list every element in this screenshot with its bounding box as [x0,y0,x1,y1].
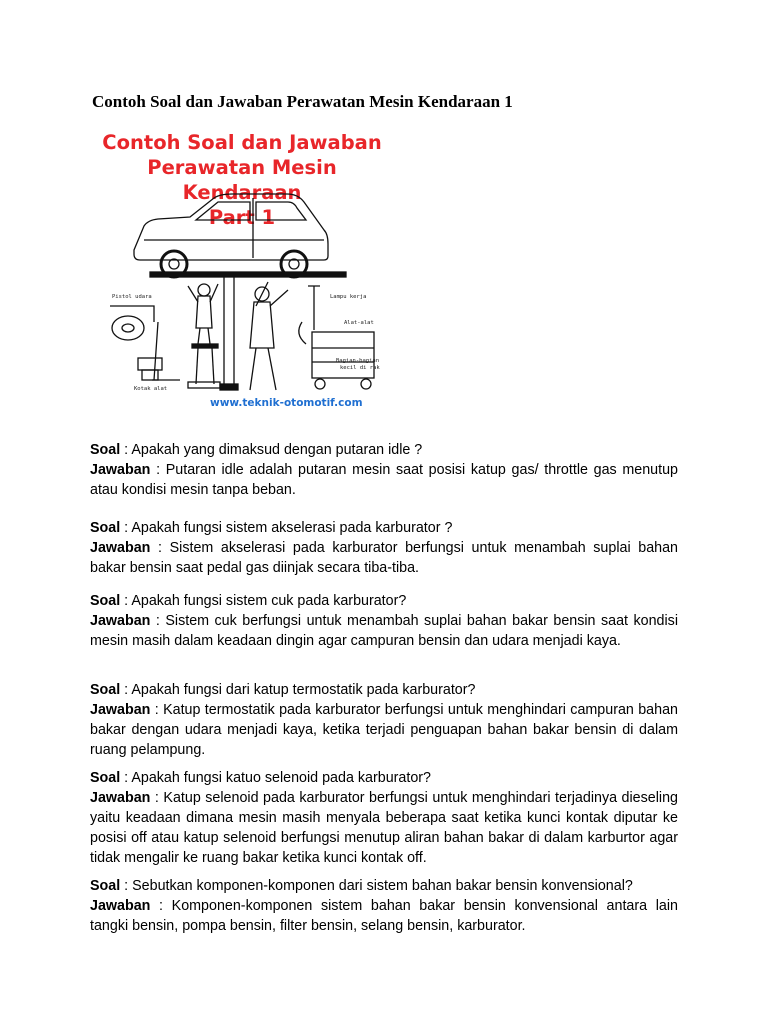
question-label: Soal [90,520,121,536]
tool-box [138,358,162,370]
question-line [90,768,678,788]
separator: : [150,462,166,478]
car-lift-drawing [92,122,392,422]
label-alat-alat: Alat-alat [344,320,374,326]
question-line [90,680,678,700]
car-window [196,202,250,220]
separator: : [120,878,133,894]
answer-label: Jawaban [90,790,151,806]
label-lampu-kerja: Lampu kerja [330,294,367,300]
label-pistol-udara: Pistol udara [112,294,152,300]
separator: : [120,520,132,536]
separator: : [120,593,132,609]
answer-line [90,462,678,498]
qa-item [90,680,678,760]
question-label: Soal [90,682,121,698]
illustration-car-lift [92,122,392,422]
question-line [90,518,678,538]
illustration-title-line: Part 1 [208,206,276,229]
car-window [256,202,306,220]
question-text: Apakah fungsi katuo selenoid pada karburator? [131,770,431,786]
answer-text: Katup termostatik pada karburator berfungsi untuk menghindari campuran bahan bakar dengan udara menjadi kaya, ketika terjadi penguapan bahan bakar bensin di dalam ruang pelampung. [90,702,678,758]
question-line [90,876,678,896]
label-bagian: Bagian-bagian [336,358,380,364]
illustration-title-line: Contoh Soal dan Jawaban [102,131,382,154]
lift-arm [150,272,346,277]
qa-item [90,518,678,578]
answer-line [90,898,678,934]
answer-line [90,613,678,649]
question-line [90,591,678,611]
answer-label: Jawaban [90,540,151,556]
answer-label: Jawaban [90,462,151,478]
qa-item [90,768,678,868]
illustration-url: www.teknik-otomotif.com [210,397,363,409]
question-label: Soal [90,878,121,894]
illustration-title-line: Perawatan Mesin Kendaraan [147,156,337,204]
separator: : [120,442,132,458]
document-title: Contoh Soal dan Jawaban Perawatan Mesin Kendaraan 1 [92,92,513,111]
question-label: Soal [90,442,121,458]
answer-label: Jawaban [90,898,151,914]
answer-text: Putaran idle adalah putaran mesin saat posisi katup gas/ throttle gas menutup atau kondisi mesin tanpa beban. [90,462,678,498]
separator: : [150,790,164,806]
answer-text: Katup selenoid pada karburator berfungsi untuk menghindari terjadinya dieseling yaitu keadaan dimana mesin masih menyala beberapa saat ketika kunci kontak diputar ke posisi off atau katup selenoid berfungsi menutup aliran bahan bakar di dalam karburtor agar tidak mengalir ke ruang bakar ketika kunci kontak off. [90,790,678,866]
separator: : [120,770,132,786]
answer-text: Sistem akselerasi pada karburator berfungsi untuk menambah suplai bahan bakar bensin saat pedal gas diinjak secara tiba-tiba. [90,540,678,576]
answer-line [90,790,678,866]
answer-text: Sistem cuk berfungsi untuk menambah suplai bahan bakar bensin saat kondisi mesin masih dalam keadaan dingin agar campuran bensin dan udara menjadi kaya. [90,613,678,649]
answer-text: Komponen-komponen sistem bahan bakar bensin konvensional antara lain tangki bensin, pompa bensin, filter bensin, selang bensin, karburator. [90,898,678,934]
qa-item [90,591,678,651]
qa-item [90,440,678,500]
separator: : [150,613,166,629]
qa-item [90,876,678,936]
answer-label: Jawaban [90,613,151,629]
answer-line [90,702,678,758]
separator: : [150,898,172,914]
answer-label: Jawaban [90,702,151,718]
car-body [134,194,328,260]
answer-line [90,540,678,576]
question-text: Apakah fungsi dari katup termostatik pada karburator? [131,682,476,698]
tyre [112,316,144,340]
question-text: Apakah fungsi sistem akselerasi pada karburator ? [131,520,453,536]
question-line [90,440,678,460]
lift-post [224,277,234,387]
separator: : [120,682,132,698]
label-kotak-alat: Kotak alat [134,386,168,392]
question-text: Apakah yang dimaksud dengan putaran idle ? [131,442,423,458]
question-label: Soal [90,770,121,786]
question-label: Soal [90,593,121,609]
label-kecil: kecil di rak [340,365,380,371]
question-text: Apakah fungsi sistem cuk pada karburator? [131,593,407,609]
question-text: Sebutkan komponen-komponen dari sistem bahan bakar bensin konvensional? [132,878,633,894]
tool-cart [312,332,374,378]
separator: : [150,702,164,718]
separator: : [150,540,170,556]
